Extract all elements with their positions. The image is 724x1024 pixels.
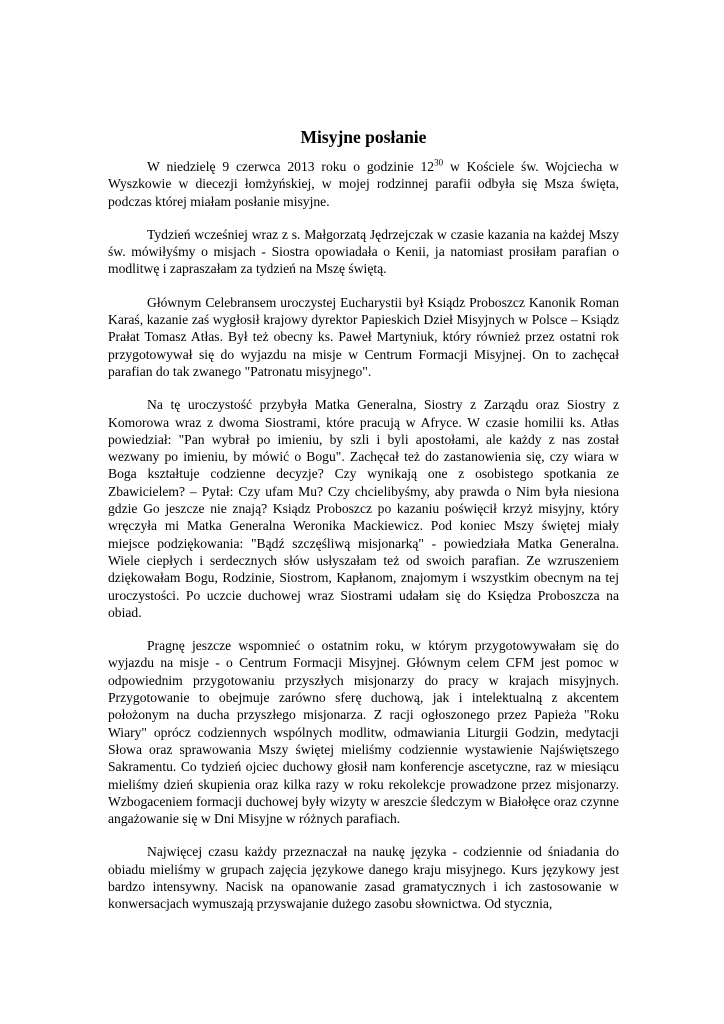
paragraph-4: Na tę uroczystość przybyła Matka Generalna, Siostry z Zarządu oraz Siostry z Komorowa wraz z dwoma Siostrami, które pracują w Afryce. W czasie homilii ks. Atłas powiedział: "Pan wybrał po imieniu, by szli i byli apostołami, ale każdy z nas został wezwany po imieniu, by mówić o Bogu". Zachęcał też do zastanowienia się, czy wiara w Boga kształtuje codzienne decyzje? Czy wynikają one z osobistego spotkania ze Zbawicielem? – Pytał: Czy ufam Mu? Czy chcielibyśmy, aby prawda o Nim była niesiona gdzie Go jeszcze nie znają? Ksiądz Proboszcz po kazaniu poświęcił krzyż misyjny, który wręczyła mi Matka Generalna Weronika Mackiewicz. Pod koniec Mszy świętej miały miejsce podziękowania: "Bądź szczęśliwą misjonarką" - powiedziała Matka Generalna. Wiele ciepłych i serdecznych słów usłyszałam też od swoich parafian. Ze wzruszeniem dziękowałam Bogu, Rodzinie, Siostrom, Kapłanom, znajomym i wszystkim obecnym na tej uroczystości. Po uczcie duchowej wraz Siostrami udałam się do Księdza Proboszcza na obiad.	[108, 397, 619, 620]
time-superscript: 30	[434, 157, 444, 168]
paragraph-2: Tydzień wcześniej wraz z s. Małgorzatą Jędrzejczak w czasie kazania na każdej Mszy św. mówiłyśmy o misjach - Siostra opowiadała o Kenii, ja natomiast prosiłam parafian o modlitwę i zapraszałam za tydzień na Mszę świętą.	[108, 226, 619, 277]
paragraph-1	[108, 158, 619, 210]
document-page	[108, 126, 619, 913]
paragraph-5: Pragnę jeszcze wspomnieć o ostatnim roku, w którym przygotowywałam się do wyjazdu na misje - o Centrum Formacji Misyjnej. Głównym celem CFM jest pomoc w odpowiednim przygotowaniu przyszłych misjonarzy do pracy w krajach misyjnych. Przygotowanie to obejmuje zarówno sferę duchową, jak i intelektualną z akcentem położonym na ducha przyszłego misjonarza. Z racji ogłoszonego przez Papieża "Roku Wiary" oprócz codziennych wspólnych modlitw, odmawiania Liturgii Godzin, medytacji Słowa oraz sprawowania Mszy świętej mieliśmy codziennie wystawienie Najświętszego Sakramentu. Co tydzień ojciec duchowy głosił nam konferencje ascetyczne, raz w miesiącu mieliśmy dzień skupienia oraz kilka razy w roku rekolekcje prowadzone przez misjonarzy. Wzbogaceniem formacji duchowej były wizyty w areszcie śledczym w Białołęce oraz czynne angażowanie się w Dni Misyjne w różnych parafiach.	[108, 638, 619, 827]
document-title: Misyjne posłanie	[300, 127, 427, 147]
paragraph-6: Najwięcej czasu każdy przeznaczał na naukę języka - codziennie od śniadania do obiadu mieliśmy w grupach zajęcia językowe danego kraju misyjnego. Kurs językowy jest bardzo intensywny. Nacisk na opanowanie zasad gramatycznych i ich zastosowanie w konwersacjach wymuszają przyswajanie dużego zasobu słownictwa. Od stycznia,	[108, 844, 619, 912]
paragraph-1-text-end: w Kościele św. Wojciecha w Wyszkowie w diecezji łomżyńskiej, w mojej rodzinnej parafii odbyła się Msza święta, podczas której miałam posłanie misyjne.	[108, 159, 619, 209]
paragraph-1-text-start: W niedzielę 9 czerwca 2013 roku o godzinie 12	[147, 159, 435, 174]
paragraph-3: Głównym Celebransem uroczystej Eucharystii był Ksiądz Proboszcz Kanonik Roman Karaś, kazanie zaś wygłosił krajowy dyrektor Papieskich Dzieł Misyjnych w Polsce – Ksiądz Prałat Tomasz Atłas. Był też obecny ks. Paweł Martyniuk, który również przez ostatni rok przygotowywał się do wyjazdu na misje w Centrum Formacji Misyjnej. On to zachęcał parafian do tak zwanego "Patronatu misyjnego".	[108, 294, 619, 379]
